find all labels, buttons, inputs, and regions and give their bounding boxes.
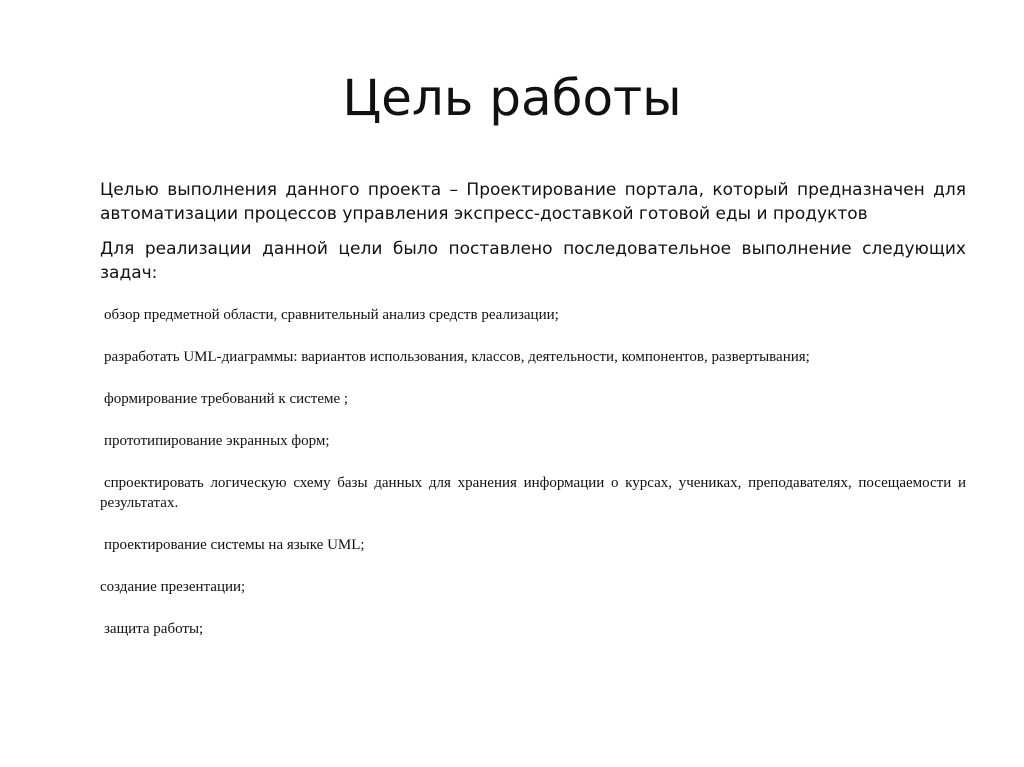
task-item: проектирование системы на языке UML; [104,537,365,553]
task-item: создание презентации; [100,579,246,595]
task-item: формирование требований к системе ; [104,391,349,407]
task-list [100,305,966,639]
task-item: разработать UML-диаграммы: вариантов использования, классов, деятельности, компонентов, развертывания; [104,349,810,365]
tasks-intro-paragraph: Для реализации данной цели было поставлено последовательное выполнение следующих задач: [100,239,966,283]
task-item: защита работы; [104,621,204,637]
slide-body [100,178,966,661]
goal-paragraph: Целью выполнения данного проекта – Проектирование портала, который предназначен для автоматизации процессов управления экспресс-доставкой готовой еды и продуктов [100,180,966,224]
task-item: прототипирование экранных форм; [104,433,330,449]
task-item: спроектировать логическую схему базы данных для хранения информации о курсах, учениках, преподавателях, посещаемости и результатах. [100,475,966,511]
slide-title: Цель работы [342,69,682,127]
task-item: обзор предметной области, сравнительный анализ средств реализации; [104,307,559,323]
